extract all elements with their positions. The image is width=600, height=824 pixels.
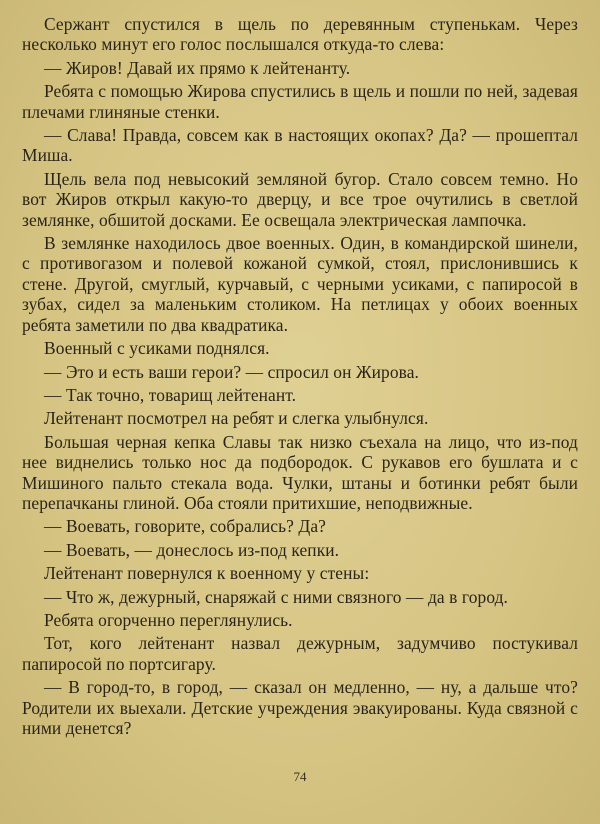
- paragraph: — Воевать, — донеслось из-под кепки.: [44, 539, 340, 560]
- paragraph: Ребята огорченно переглянулись.: [44, 609, 293, 630]
- paragraph: — В город-то, в город, — сказал он медленно, — ну, а дальше что? Родители их выехали. Детские учреждения эвакуированы. Куда связной с ними денется?: [22, 677, 578, 738]
- body-text: [22, 14, 578, 738]
- paragraph: — Воевать, говорите, собрались? Да?: [44, 516, 326, 537]
- paragraph: — Что ж, дежурный, снаряжай с ними связного — да в город.: [44, 586, 509, 607]
- paragraph: — Это и есть ваши герои? — спросил он Жирова.: [44, 361, 419, 382]
- paragraph: В землянке находилось двое военных. Один, в командирской шинели, с противогазом и полевой кожаной сумкой, стоял, прислонившись к стене. Другой, смуглый, курчавый, с черными усиками, с папиросой в зубах, сидел за маленьким столиком. На петлицах у обоих военных ребята заметили по два квадратика.: [22, 233, 578, 335]
- paragraph: — Так точно, товарищ лейтенант.: [44, 384, 297, 405]
- paragraph: Военный с усиками поднялся.: [44, 338, 270, 359]
- paragraph: Сержант спустился в щель по деревянным ступенькам. Через несколько минут его голос послышался откуда-то слева:: [22, 14, 578, 55]
- paragraph: — Слава! Правда, совсем как в настоящих окопах? Да? — прошептал Миша.: [22, 125, 578, 166]
- paragraph: Лейтенант посмотрел на ребят и слегка улыбнулся.: [44, 408, 429, 429]
- paragraph: — Жиров! Давай их прямо к лейтенанту.: [44, 57, 351, 78]
- page-number: 74: [293, 769, 307, 784]
- paragraph: Лейтенант повернулся к военному у стены:: [44, 563, 370, 584]
- paragraph: Тот, кого лейтенант назвал дежурным, задумчиво постукивал папиросой по портсигару.: [22, 633, 578, 674]
- paragraph: Большая черная кепка Славы так низко съехала на лицо, что из-под нее виднелись только нос да подбородок. С рукавов его бушлата и с Мишиного пальто стекала вода. Чулки, штаны и ботинки ребят были перепачканы глиной. Оба стояли притихшие, неподвижные.: [22, 431, 578, 513]
- paragraph: Щель вела под невысокий земляной бугор. Стало совсем темно. Но вот Жиров открыл какую-то дверцу, и все трое очутились в светлой землянке, обшитой досками. Ее освещала электрическая лампочка.: [22, 168, 578, 230]
- paragraph: Ребята с помощью Жирова спустились в щель и пошли по ней, задевая плечами глиняные стенки.: [22, 81, 578, 122]
